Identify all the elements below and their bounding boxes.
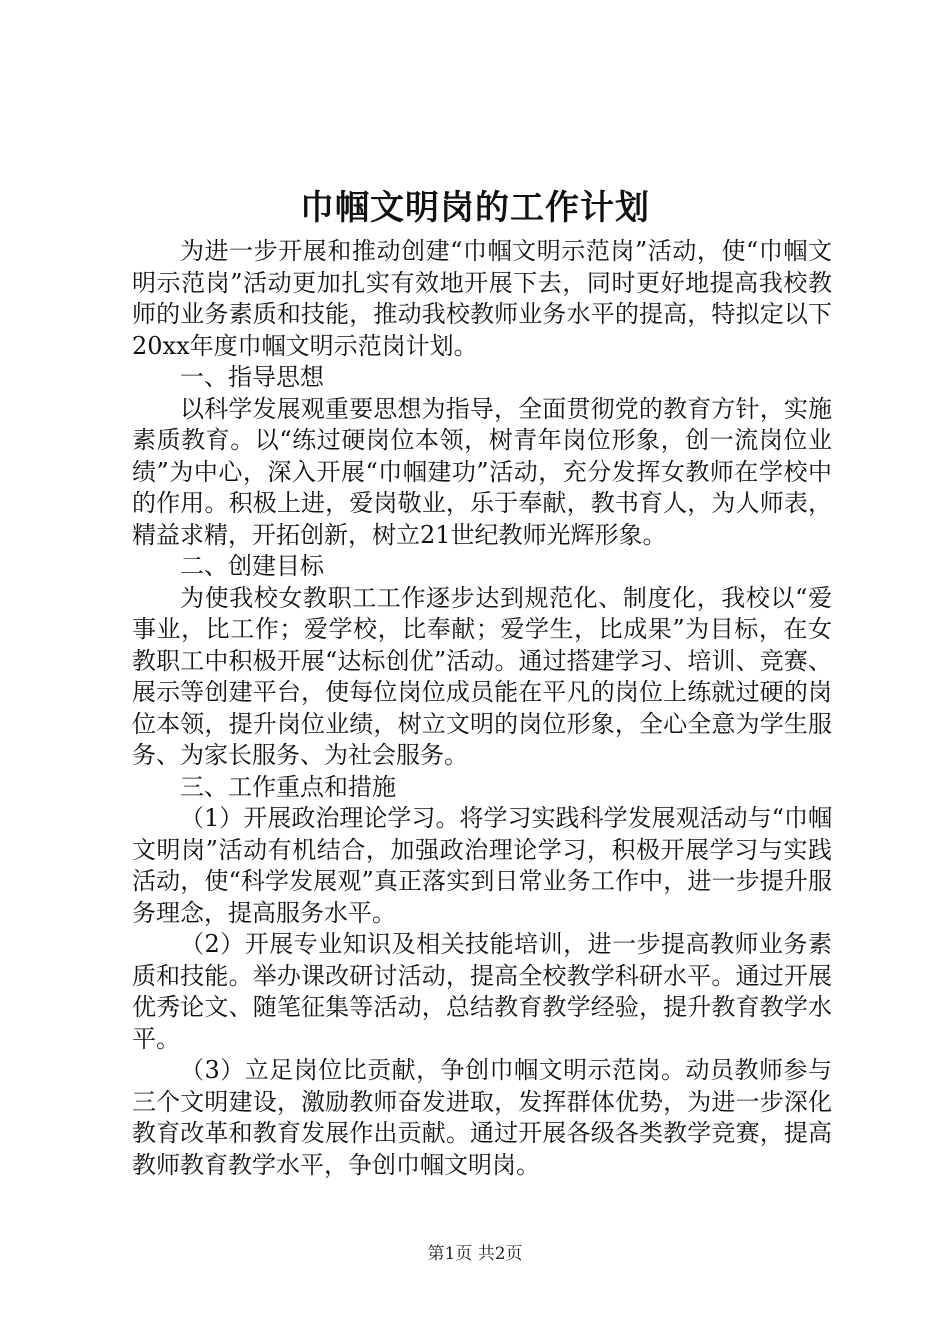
- section-paragraph-guiding-ideology: 以科学发展观重要思想为指导，全面贯彻党的教育方针，实施素质教育。以“练过硬岗位本领，树青年岗位形象，创一流岗位业绩”为中心，深入开展“巾帼建功”活动，充分发挥女教师在学校中的作用。积极上进，爱岗敬业，乐于奉献，教书育人，为人师表，精益求精，开拓创新，树立21世纪教师光辉形象。: [132, 394, 832, 549]
- measure-item-1: （1）开展政治理论学习。将学习实践科学发展观活动与“巾帼文明岗”活动有机结合，加强政治理论学习，积极开展学习与实践活动，使“科学发展观”真正落实到日常业务工作中，进一步提升服务理念，提高服务水平。: [132, 804, 832, 927]
- section-heading-goals: 二、创建目标: [180, 552, 324, 580]
- measure-item-2: （2）开展专业知识及相关技能培训，进一步提高教师业务素质和技能。举办课改研讨活动，提高全校教学科研水平。通过开展优秀论文、随笔征集等活动，总结教育教学经验，提升教育教学水平。: [132, 930, 832, 1053]
- page-number-footer: 第1页 共2页: [427, 1244, 523, 1264]
- measure-item-3: （3）立足岗位比贡献，争创巾帼文明示范岗。动员教师参与三个文明建设，激励教师奋发进取，发挥群体优势，为进一步深化教育改革和教育发展作出贡献。通过开展各级各类教学竞赛，提高教师教育教学水平，争创巾帼文明岗。: [132, 1056, 832, 1179]
- document-title: 巾帼文明岗的工作计划: [300, 188, 650, 228]
- section-paragraph-goals: 为使我校女教职工工作逐步达到规范化、制度化，我校以“爱事业，比工作；爱学校，比奉献；爱学生，比成果”为目标，在女教职工中积极开展“达标创优”活动。通过搭建学习、培训、竞赛、展示等创建平台，使每位岗位成员能在平凡的岗位上练就过硬的岗位本领，提升岗位业绩，树立文明的岗位形象，全心全意为学生服务、为家长服务、为社会服务。: [132, 583, 832, 769]
- section-heading-measures: 三、工作重点和措施: [180, 772, 396, 801]
- intro-paragraph: 为进一步开展和推动创建“巾帼文明示范岗”活动，使“巾帼文明示范岗”活动更加扎实有效地开展下去，同时更好地提高我校教师的业务素质和技能，推动我校教师业务水平的提高，特拟定以下20xx年度巾帼文明示范岗计划。: [132, 237, 832, 360]
- section-heading-guiding-ideology: 一、指导思想: [180, 363, 324, 391]
- document-body: [132, 236, 832, 1181]
